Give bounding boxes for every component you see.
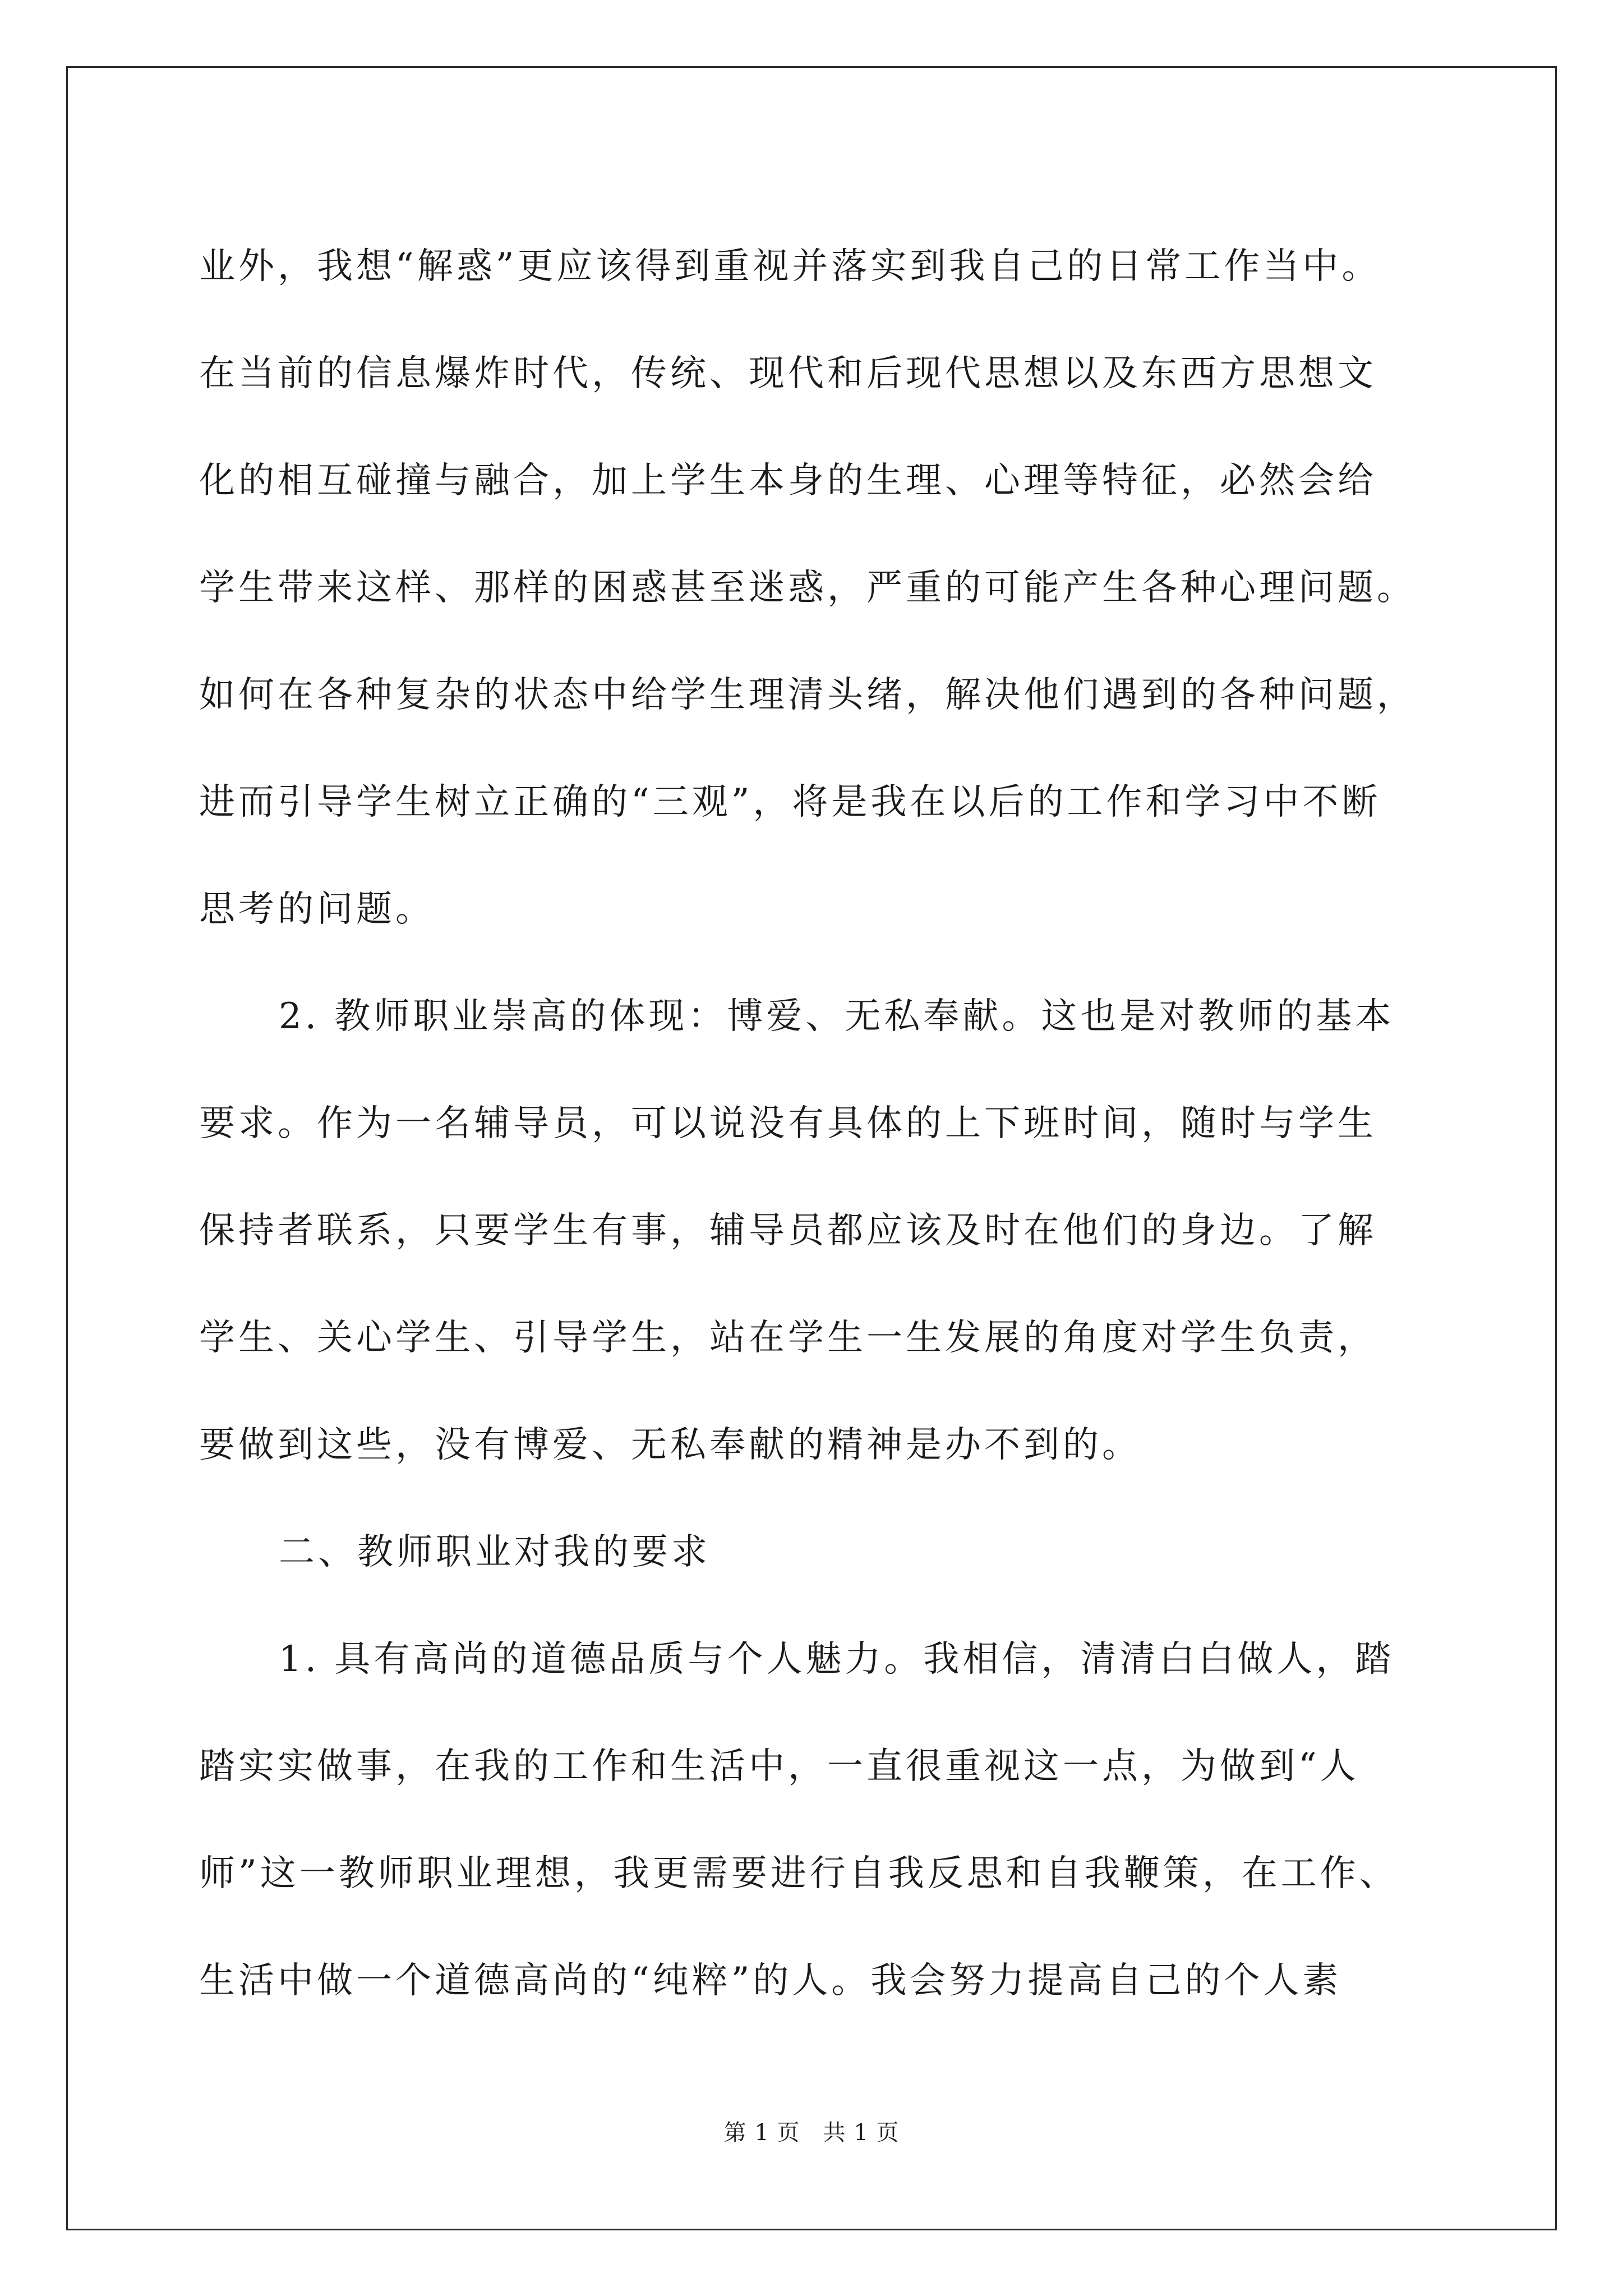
document-body (199, 213, 1444, 2035)
text-line: 生活中做一个道德高尚的“纯粹”的人。我会努力提高自己的个人素 (199, 1960, 1342, 2001)
text-line: 要求。作为一名辅导员，可以说没有具体的上下班时间，随时与学生 (199, 1103, 1377, 1144)
text-line: 进而引导学生树立正确的“三观”，将是我在以后的工作和学习中不断 (199, 781, 1381, 823)
text-line: 学生带来这样、那样的困惑甚至迷惑，严重的可能产生各种心理问题。 (199, 567, 1416, 609)
text-line: 业外，我想“解惑”更应该得到重视并落实到我自己的日常工作当中。 (199, 246, 1381, 287)
text-line: 如何在各种复杂的状态中给学生理清头绪，解决他们遇到的各种问题， (199, 674, 1416, 716)
text-line: 保持者联系，只要学生有事，辅导员都应该及时在他们的身边。了解 (199, 1210, 1377, 1251)
text-line: 要做到这些，没有博爱、无私奉献的精神是办不到的。 (199, 1424, 1141, 1466)
text-line: 在当前的信息爆炸时代，传统、现代和后现代思想以及东西方思想文 (199, 353, 1377, 394)
page-footer: 第 1 页 共 1 页 (723, 2120, 900, 2146)
text-line: 思考的问题。 (199, 889, 435, 930)
paragraph-start-line: 2. 教师职业崇高的体现：博爱、无私奉献。这也是对教师的基本 (279, 996, 1395, 1037)
paragraph-start-line: 1. 具有高尚的道德品质与个人魅力。我相信，清清白白做人，踏 (279, 1639, 1395, 1680)
text-line: 师”这一教师职业理想，我更需要进行自我反思和自我鞭策，在工作、 (199, 1853, 1399, 1894)
text-line: 踏实实做事，在我的工作和生活中，一直很重视这一点，为做到“人 (199, 1746, 1359, 1787)
text-line: 学生、关心学生、引导学生，站在学生一生发展的角度对学生负责， (199, 1317, 1377, 1359)
section-heading: 二、教师职业对我的要求 (279, 1531, 711, 1573)
text-line: 化的相互碰撞与融合，加上学生本身的生理、心理等特征，必然会给 (199, 460, 1377, 501)
